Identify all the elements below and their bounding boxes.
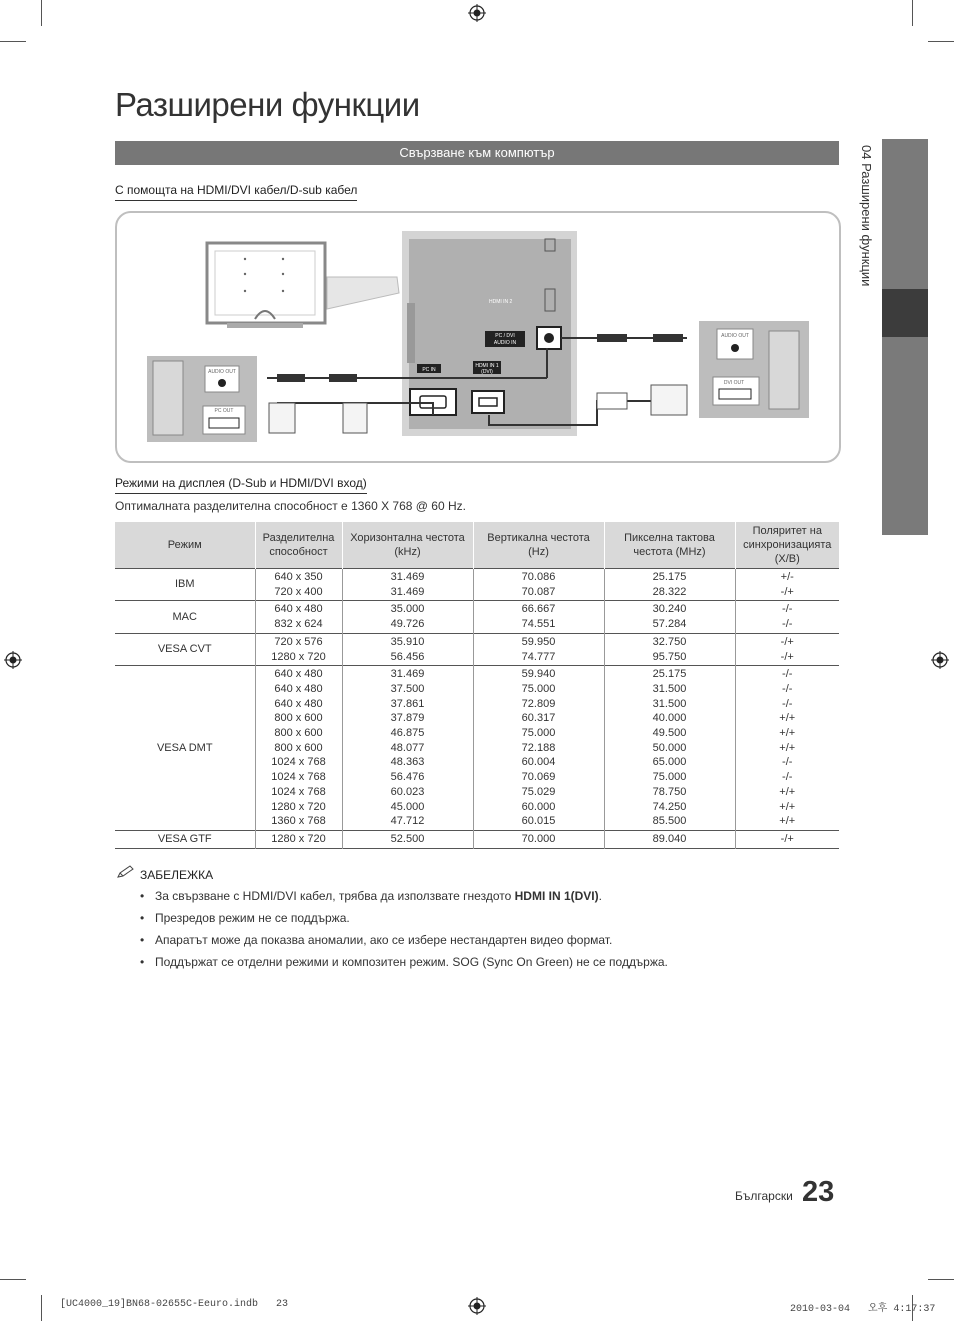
column-header: Вертикална честота (Hz)	[473, 522, 604, 569]
crop-mark	[0, 1279, 26, 1280]
resolution-cell: 640 x 350 720 x 400	[255, 569, 342, 601]
resolution-cell: 640 x 480 832 x 624	[255, 601, 342, 633]
hfreq-cell: 35.910 56.456	[342, 633, 473, 665]
pc-illustration-right	[699, 321, 809, 418]
note-item: • Апаратът може да показва аномалии, ако се избере нестандартен видео формат.	[140, 933, 668, 955]
pclk-cell: 25.175 28.322	[604, 569, 735, 601]
svg-text:PC / DVI: PC / DVI	[495, 333, 515, 339]
note-item: • Поддържат се отделни режими и композитен режим. SOG (Sync On Green) не се поддържа.	[140, 955, 668, 977]
crop-mark	[41, 0, 42, 26]
chapter-tab	[882, 139, 928, 535]
chapter-side-label-text: 04 Разширени функции	[859, 145, 874, 287]
table-row	[115, 633, 839, 665]
registration-mark-icon	[468, 4, 486, 22]
vfreq-cell: 59.950 74.777	[473, 633, 604, 665]
chapter-side-label	[852, 141, 878, 351]
hfreq-cell: 31.469 37.500 37.861 37.879 46.875 48.077 48.363 56.476 60.023 45.000 47.712	[342, 666, 473, 831]
crop-mark	[928, 41, 954, 42]
hfreq-cell: 35.000 49.726	[342, 601, 473, 633]
pclk-cell: 30.240 57.284	[604, 601, 735, 633]
polarity-cell: -/- -/-	[735, 601, 839, 633]
vfreq-cell: 59.940 75.000 72.809 60.317 75.000 72.188 60.004 70.069 75.029 60.000 60.015	[473, 666, 604, 831]
optimal-resolution-text: Оптималната разделителна способност е 1360 X 768 @ 60 Hz.	[115, 499, 466, 513]
resolution-cell: 720 x 576 1280 x 720	[255, 633, 342, 665]
mode-cell: VESA GTF	[157, 832, 212, 845]
mode-cell: IBM	[174, 578, 195, 591]
column-header: Поляритет на синхронизацията (Х/В)	[735, 522, 839, 569]
print-file-info: [UC4000_19]BN68-02655C-Eeuro.indb 23	[60, 1299, 289, 1310]
page-number: 23	[802, 1176, 835, 1208]
polarity-cell: +/- -/+	[735, 569, 839, 601]
label-pc2-dvi-out: DVI OUT	[723, 380, 745, 386]
table-row	[115, 830, 839, 848]
svg-text:HDMI IN 1: HDMI IN 1	[475, 363, 499, 369]
note-title: ЗАБЕЛЕЖКА	[140, 868, 214, 882]
label-pc-audio-out: AUDIO OUT	[208, 369, 236, 375]
display-modes-heading: Режими на дисплея (D-Sub и HDMI/DVI вход)	[115, 476, 367, 494]
pclk-cell: 32.750 95.750	[604, 633, 735, 665]
note-item: • Презредов режим не се поддържа.	[140, 911, 668, 933]
column-header: Режим	[115, 522, 255, 569]
note-item: • За свързване с HDMI/DVI кабел, трябва да използвате гнездото HDMI IN 1(DVI).	[140, 889, 668, 911]
mode-cell: VESA CVT	[157, 643, 212, 656]
crop-mark	[928, 1279, 954, 1280]
vfreq-cell: 66.667 74.551	[473, 601, 604, 633]
svg-text:AUDIO IN: AUDIO IN	[493, 340, 517, 346]
polarity-cell: -/- -/- -/- +/+ +/+ +/+ -/- -/- +/+ +/+ +/+	[735, 666, 839, 831]
svg-text:(DVI): (DVI)	[481, 369, 493, 375]
label-pc-out: PC OUT	[214, 408, 234, 414]
crop-mark	[0, 41, 26, 42]
table-row	[115, 666, 839, 831]
footer-language: Български	[735, 1189, 793, 1203]
polarity-cell: -/+ -/+	[735, 633, 839, 665]
connection-diagram	[115, 211, 841, 463]
hfreq-cell: 52.500	[342, 830, 473, 848]
pencil-icon	[116, 864, 136, 880]
table-row	[115, 569, 839, 601]
note-list	[140, 889, 668, 977]
column-header: Хоризонтална честота (kHz)	[342, 522, 473, 569]
hfreq-cell: 31.469 31.469	[342, 569, 473, 601]
column-header: Разделителна способност	[255, 522, 342, 569]
label-pc-in: PC IN	[422, 367, 436, 373]
label-hdmi-in2: HDMI IN 2	[489, 299, 513, 305]
mode-cell: MAC	[172, 610, 197, 623]
registration-mark-icon	[4, 651, 22, 669]
label-pc2-audio-out: AUDIO OUT	[721, 333, 749, 339]
table-header-row	[115, 522, 839, 569]
connection-heading: С помощта на HDMI/DVI кабел/D-sub кабел	[115, 183, 357, 201]
registration-mark-icon	[931, 651, 949, 669]
crop-mark	[912, 0, 913, 26]
vfreq-cell: 70.000	[473, 830, 604, 848]
section-bar: Свързване към компютър	[115, 141, 839, 165]
crop-mark	[41, 1295, 42, 1321]
mode-cell: VESA DMT	[156, 741, 213, 754]
display-modes-table	[115, 522, 839, 849]
resolution-cell: 640 x 480 640 x 480 640 x 480 800 x 600 800 x 600 800 x 600 1024 x 768 1024 x 768 1024 x 768 1280 x 720 1360 x 768	[255, 666, 342, 831]
polarity-cell: -/+	[735, 830, 839, 848]
tv-back-panel	[402, 231, 577, 436]
page-title: Разширени функции	[115, 86, 420, 123]
vfreq-cell: 70.086 70.087	[473, 569, 604, 601]
column-header: Пикселна тактова честота (MHz)	[604, 522, 735, 569]
resolution-cell: 1280 x 720	[255, 830, 342, 848]
print-date-info: 2010-03-04 오후 4:17:37	[790, 1304, 936, 1315]
pc-illustration-left	[147, 356, 257, 442]
table-row	[115, 601, 839, 633]
pclk-cell: 89.040	[604, 830, 735, 848]
pclk-cell: 25.175 31.500 31.500 40.000 49.500 50.000 65.000 75.000 78.750 74.250 85.500	[604, 666, 735, 831]
registration-mark-icon	[468, 1297, 486, 1315]
tv-illustration	[207, 243, 399, 328]
